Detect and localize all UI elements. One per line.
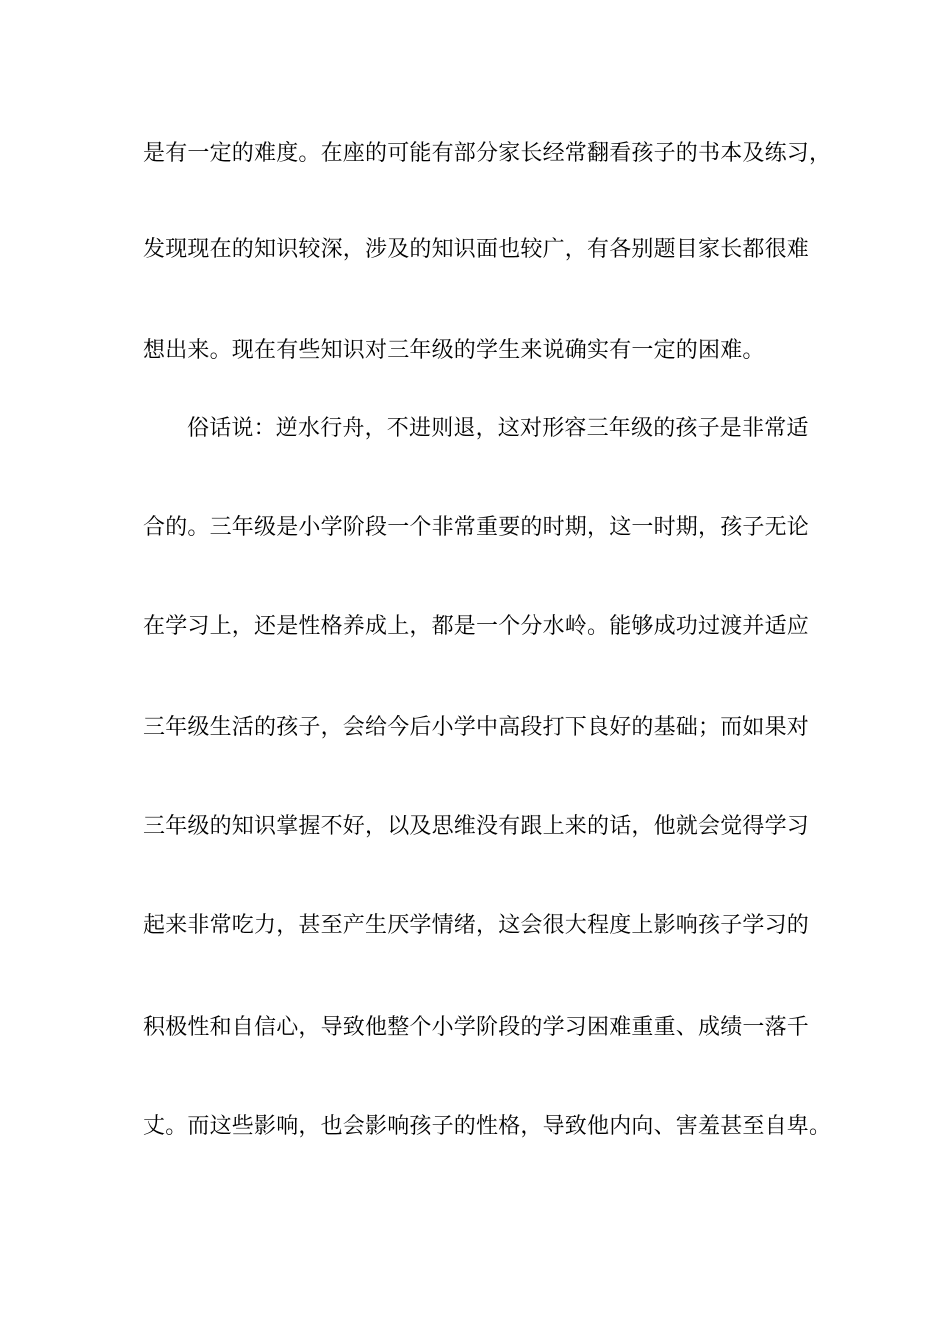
paragraph-first-line: 俗话说：逆水行舟，不进则退，这对形容三年级的孩子是非常适 — [187, 416, 809, 441]
text-line: 想出来。现在有些知识对三年级的学生来说确实有一定的困难。 — [143, 338, 765, 363]
text-line: 在学习上，还是性格养成上，都是一个分水岭。能够成功过渡并适应 — [143, 614, 810, 639]
text-line: 积极性和自信心，导致他整个小学阶段的学习困难重重、成绩一落千 — [143, 1015, 810, 1040]
text-line: 丈。而这些影响，也会影响孩子的性格，导致他内向、害羞甚至自卑。 — [143, 1114, 832, 1139]
text-line: 三年级的知识掌握不好，以及思维没有跟上来的话，他就会觉得学习 — [143, 814, 810, 839]
text-line: 合的。三年级是小学阶段一个非常重要的时期，这一时期，孩子无论 — [143, 515, 810, 540]
text-line: 起来非常吃力，甚至产生厌学情绪，这会很大程度上影响孩子学习的 — [143, 913, 810, 938]
text-line: 三年级生活的孩子，会给今后小学中高段打下良好的基础；而如果对 — [143, 715, 810, 740]
text-line: 是有一定的难度。在座的可能有部分家长经常翻看孩子的书本及练习， — [143, 141, 832, 166]
text-line: 发现现在的知识较深，涉及的知识面也较广，有各别题目家长都很难 — [143, 237, 810, 262]
